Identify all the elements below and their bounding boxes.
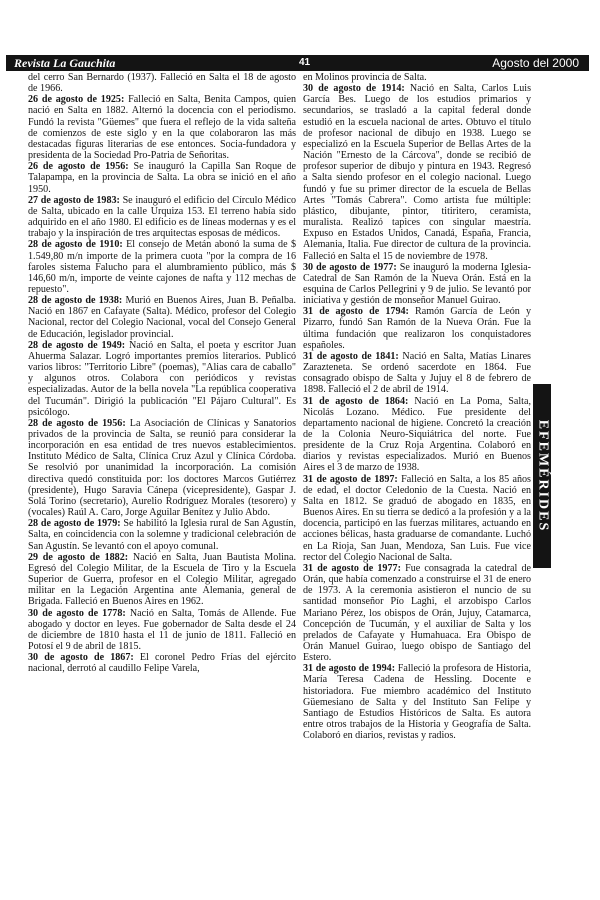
entry-date: 28 de agosto de 1979: bbox=[28, 518, 121, 530]
entry-text: Falleció la profesora de Historia, María Teresa Cadena de Hessling. Docente e historiadora. Fue miembro académico del Instituto Güemesiano de Salta y del Instituto San Felipe y Santiago de Estudios Históricos de Salta. Es autora entre otros trabajos de la Historia y Geografía de Salta. Colaboró en diarios, revistas y radios. bbox=[303, 663, 531, 742]
entry bbox=[28, 72, 296, 94]
entry-text: El coronel Pedro Frías del ejército nacional, derrotó al caudillo Felipe Varela, bbox=[28, 652, 296, 675]
entry-text: Nació en La Poma, Salta, Nicolás Lozano. Médico. Fue presidente del departamento nacional de higiene. Concretó la creación de la Colonia Neuro-Siquiátrica del norte. Fue presidente de la Cruz Roja Argentina. Colaboró en diarios y revistas especializados. Murió en Buenos Aires el 3 de marzo de 1938. bbox=[303, 395, 531, 474]
entry-date: 28 de agosto de 1956: bbox=[28, 417, 126, 429]
entry bbox=[28, 340, 296, 418]
entry bbox=[303, 262, 531, 307]
entry bbox=[303, 351, 531, 396]
entry-text: La Asociación de Clínicas y Sanatorios privados de la provincia de Salta, se reunió para considerar la incorporación en esa entidad de tres nuevos establecimientos. Instituto Médico de Salta, Clínica Cruz Azul y Clínica Córdoba. Se resolvió por unanimidad la incorporación. La comisión directiva quedó constituida por: los doctores Marcos Gutiérrez (presidente), Hugo Saravia Cánepa (vicepresidente), Gaspar J. Solá Torino (secretario), Aurelio Rodríguez Morales (tesorero) y (vocales) Raúl A. Caro, Jorge Aguilar Benítez y Julio Abdo. bbox=[28, 417, 297, 519]
entry-date: 27 de agosto de 1983: bbox=[28, 194, 120, 206]
entry-text: Murió en Buenos Aires, Juan B. Peñalba. Nació en 1867 en Cafayate (Salta). Médico, profesor del Colegio Nacional, rector del Colegio Nacional, vocal del Consejo General de Educación, legislador provincial. bbox=[28, 295, 296, 340]
entry-date: 31 de agosto de 1841: bbox=[303, 350, 399, 362]
entry-text: Se inauguró la Capilla San Roque de Talapampa, en la provincia de Salta. La obra se inició en el año 1950. bbox=[28, 161, 296, 195]
entry bbox=[303, 83, 531, 262]
entry bbox=[303, 72, 531, 83]
entry bbox=[28, 161, 296, 194]
entry-text: Nació en Salta, Juan Bautista Molina. Egresó del Colegio Militar, de la Escuela de Tiro y la Escuela Superior de Guerra, profesor en el Colegio Militar, agregado militar en la Legación Argentina ante Alemania, general de Brigada. Falleció en Buenos Aires en 1962. bbox=[28, 551, 296, 608]
entry-date: 28 de agosto de 1938: bbox=[28, 295, 123, 307]
entry-date: 29 de agosto de 1882: bbox=[28, 551, 129, 563]
entry-text: Nació en Salta, Carlos Luis García Bes. Luego de los estudios primarios y secundarios, se trasladó a la capital federal donde estudió en la escuela nacional de artes. Obtuvo el título de profesor nacional de dibujo en 1938. Luego se especializó en la Escuela Superior de Bellas Artes de la Nación "Ernesto de la Cárcova", donde se recibió de profesor superior de dibujo y pintura en 1943. Regresó a Salta siendo profesor en el colegio nacional. Luego fundó y fue su primer director de la escuela de Bellas Artes "Tomás Cabrera". Como artista fue múltiple: plástico, dibujante, pintor, titiritero, ceramista, muralista. Realizó tapices con singular maestría. Expuso en Estados Unidos, Canadá, España, Francia, Alemania, Italia. Fue director de cultura de la provincia. Falleció en Salta el 15 de noviembre de 1978. bbox=[303, 83, 531, 262]
entry bbox=[28, 94, 296, 161]
entry bbox=[28, 239, 296, 295]
entry bbox=[28, 552, 296, 608]
entry-text: del cerro San Bernardo (1937). Falleció en Salta el 18 de agosto de 1966. bbox=[28, 72, 296, 95]
page-header bbox=[6, 55, 589, 71]
entry-date: 30 de agosto de 1778: bbox=[28, 607, 126, 619]
section-banner-label: EFEMÉRIDES bbox=[535, 419, 551, 533]
entry-text: Nació en Salta, Matías Linares Zarazteneta. Se ordenó sacerdote en 1864. Fue consagrado obispo de Salta y Jujuy el 8 de febrero de 1898. Falleció el 2 de abril de 1914. bbox=[303, 350, 531, 396]
entry-text: Ramón García de León y Pizarro, fundó San Ramón de la Nueva Orán. Fue la última fundación que realizaron los conquistadores españoles. bbox=[303, 306, 532, 351]
entry-text: en Molinos provincia de Salta. bbox=[303, 72, 427, 83]
entry-text: El consejo de Metán abonó la suma de $ 1.549,80 m/n importe de la primera cuota "por la compra de 16 faroles sistema Falucho para el alumbramiento público, más $ 146,60 m/n, importe de veinte cajones de nafta y 112 mechas de repuesto". bbox=[28, 239, 296, 295]
entry-date: 26 de agosto de 1925: bbox=[28, 94, 125, 106]
entry-date: 28 de agosto de 1949: bbox=[28, 339, 126, 351]
entry-date: 30 de agosto de 1977: bbox=[303, 261, 397, 273]
entry-text: Se inauguró el edificio del Círculo Médico de Salta, ubicado en la calle Urquiza 153. El terreno había sido adquirido en el año 1980. El edificio es de líneas modernas y es el trabajo y la inspiración de tres arquitectas esposas de médicos. bbox=[28, 194, 296, 240]
entry bbox=[303, 563, 531, 663]
entry-date: 30 de agosto de 1914: bbox=[303, 83, 405, 95]
entry-date: 31 de agosto de 1994: bbox=[303, 663, 396, 675]
entry-text: Se habilitó la Iglesia rural de San Agustín, Salta, en coincidencia con la solemne y tradicional celebración de San Agustín. Se levantó con el apoyo comunal. bbox=[28, 518, 296, 552]
entry bbox=[28, 608, 296, 653]
entry bbox=[28, 418, 296, 518]
entry-date: 31 de agosto de 1977: bbox=[303, 562, 401, 574]
entry-text: Falleció en Salta, a los 85 años de edad, el doctor Celedonio de la Cuesta. Nació en Salta en 1812. Se graduó de abogado en 1835, en Buenos Aires. En su tierra se dedicó a la profesión y a la docencia, participó en las fuerzas militares, actuando en acciones bélicas, hasta graduarse de comandante. Luchó en La Rioja, San Juan, Mendoza, San Luis. Fue vice rector del Colegio Nacional de Salta. bbox=[303, 473, 531, 563]
entry-text: Se inauguró la moderna Iglesia-Catedral de San Ramón de la Nueva Orán. Está en la esquina de Carlos Pellegrini y 9 de julio. Se levantó por iniciativa y gestión de monseñor Manuel Guirao. bbox=[303, 261, 531, 307]
entry bbox=[28, 295, 296, 340]
entry-date: 28 de agosto de 1910: bbox=[28, 239, 123, 251]
right-column bbox=[303, 72, 531, 741]
section-banner bbox=[533, 384, 551, 568]
entry-text: Nació en Salta, el poeta y escritor Juan Ahuerma Salazar. Logró importantes premios literarios. Publicó varios libros: "Territorio Libre" (poemas), "Alias cara de caballo" y algunos otros. Colabora con periódicos y revistas especializadas. Autor de la bella novela "La república cooperativa del Tucumán". Dirigió la publicación "El Pájaro Cultural". Es psicólogo. bbox=[28, 339, 296, 418]
entry-text: Nació en Salta, Tomás de Allende. Fue abogado y doctor en leyes. Fue gobernador de Salta desde el 24 de diciembre de 1810 hasta el 11 de junio de 1811. Falleció en Potosí el 9 de abril de 1815. bbox=[28, 607, 297, 652]
entry bbox=[303, 663, 531, 741]
entry bbox=[28, 518, 296, 551]
entry bbox=[28, 652, 296, 674]
entry bbox=[303, 306, 531, 351]
entry bbox=[303, 474, 531, 563]
left-column bbox=[28, 72, 296, 674]
entry-date: 30 de agosto de 1867: bbox=[28, 652, 134, 664]
entry-date: 31 de agosto de 1897: bbox=[303, 473, 398, 485]
entry-date: 31 de agosto de 1794: bbox=[303, 306, 409, 318]
issue-date: Agosto del 2000 bbox=[492, 56, 579, 70]
magazine-title: Revista La Gauchita bbox=[14, 56, 116, 70]
entry-date: 26 de agosto de 1956: bbox=[28, 161, 129, 173]
entry-text: Fue consagrada la catedral de Orán, que había comenzado a construirse el 31 de enero de 1973. A la ceremonia asistieron el nuncio de su santidad monseñor Pío Laghi, el arzobispo Carlos Mariano Pérez, los obispos de Orán, Jujuy, Catamarca, Concepción de Tucumán, y el auxiliar de Salta y los prelados de Cafayate y Humahuaca. Era Obispo de Orán Manuel Guirao, luego obispo de Santiago del Estero. bbox=[303, 562, 532, 664]
entry-date: 31 de agosto de 1864: bbox=[303, 395, 409, 407]
entry bbox=[303, 396, 531, 474]
entry-text: Falleció en Salta, Benita Campos, quien nació en Salta en 1882. Alternó la docencia con el periodismo. Fundó la revista "Güemes" que fuera el reflejo de la vida salteña de comienzos de este siglo y en la que colaboraron las más destacadas figuras literarias de ese entonces. Socia-fundadora y presidenta de la Sociedad Pro-Patria de Señoritas. bbox=[28, 94, 296, 162]
entry bbox=[28, 195, 296, 240]
page-number: 41 bbox=[299, 57, 311, 68]
